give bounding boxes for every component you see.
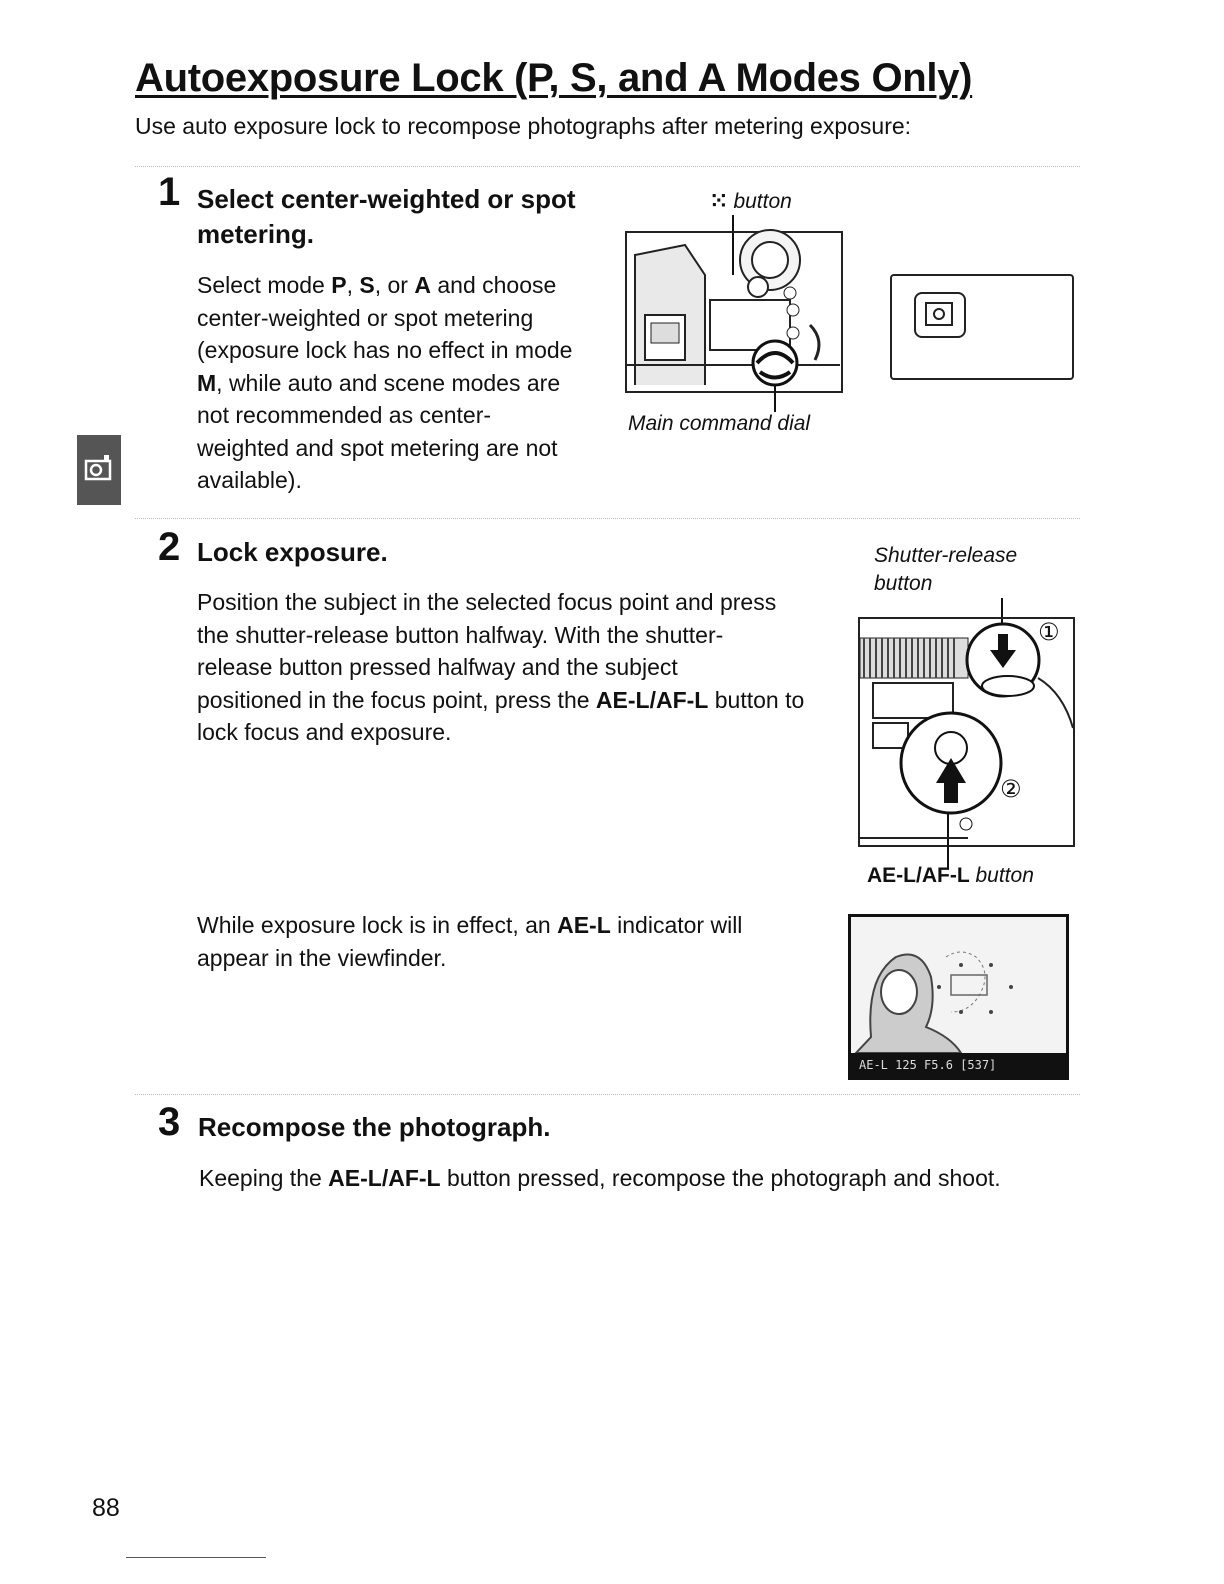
step-1-body-line: center-weighted or spot metering [197, 304, 534, 331]
camera-shooting-icon [77, 435, 121, 505]
step-1-body-line: weighted and spot metering are not [197, 434, 558, 461]
step-marker-1: ① [1038, 619, 1060, 646]
metering-button-caption: ⁙ button [710, 190, 792, 213]
divider [135, 1094, 1080, 1095]
ael-indicator-line: appear in the viewfinder. [197, 944, 447, 971]
viewfinder-image [848, 914, 1069, 1080]
step-1-body-line: M, while auto and scene modes are [197, 369, 561, 396]
main-command-dial-caption: Main command dial [628, 412, 811, 435]
section-tab [77, 435, 121, 505]
step-2-body-line: the shutter-release button halfway. With the shutter- [197, 621, 724, 648]
step-3-body: Keeping the AE-L/AF-L button pressed, recompose the photograph and shoot. [199, 1165, 1001, 1191]
viewfinder-readout: AE-L 125 F5.6 [537] [851, 1053, 1066, 1077]
step-1-heading [197, 182, 576, 252]
step-1-number: 1 [158, 170, 181, 214]
metering-button-icon: ⁙ [710, 190, 728, 213]
step-1-body-line: not recommended as center- [197, 402, 492, 428]
step-2-body-line: release button pressed halfway and the subject [197, 654, 678, 680]
shutter-illustration [858, 598, 1076, 868]
divider [135, 166, 1080, 167]
viewfinder-scene [851, 917, 1066, 1053]
step-3-heading: Recompose the photograph. [198, 1112, 551, 1142]
page-subtitle: Use auto exposure lock to recompose photographs after metering exposure: [135, 113, 912, 139]
step-1-body-line: Select mode P, S, or A and choose [197, 272, 557, 298]
metering-mode-indicator [914, 292, 966, 338]
step-1-body-line: available). [197, 467, 302, 493]
center-weighted-metering-icon [916, 294, 964, 336]
step-3-number: 3 [158, 1100, 181, 1144]
page-title: Autoexposure Lock (P, S, and A Modes Only) [135, 56, 973, 100]
page-number: 88 [92, 1494, 120, 1522]
step-1-body [197, 269, 572, 497]
shutter-release-caption: Shutter-release button [874, 544, 1018, 595]
step-2-body-line: lock focus and exposure. [197, 719, 452, 745]
metering-display-panel [890, 274, 1074, 380]
step-1-heading-line: metering. [197, 219, 315, 249]
step-2-body [197, 586, 804, 749]
step-marker-2: ② [1000, 776, 1022, 803]
ael-indicator-text [197, 909, 742, 974]
step-2-body-line: positioned in the focus point, press the AE-L/AF-L button to [197, 686, 805, 713]
ael-indicator-line: While exposure lock is in effect, an AE-L indicator will [197, 912, 743, 938]
step-2-heading: Lock exposure. [197, 537, 388, 567]
camera-top-drawing [625, 215, 845, 415]
step-1-body-line: (exposure lock has no effect in mode [197, 337, 573, 363]
ael-button-caption: AE-L/AF-L button [867, 864, 1034, 887]
camera-top-illustration [625, 215, 845, 415]
step-1-heading-line: Select center-weighted or spot [197, 184, 576, 214]
step-2-body-line: Position the subject in the selected focus point and press [197, 589, 777, 615]
divider [135, 518, 1080, 519]
step-2-number: 2 [158, 525, 181, 569]
footer-rule [126, 1557, 266, 1558]
